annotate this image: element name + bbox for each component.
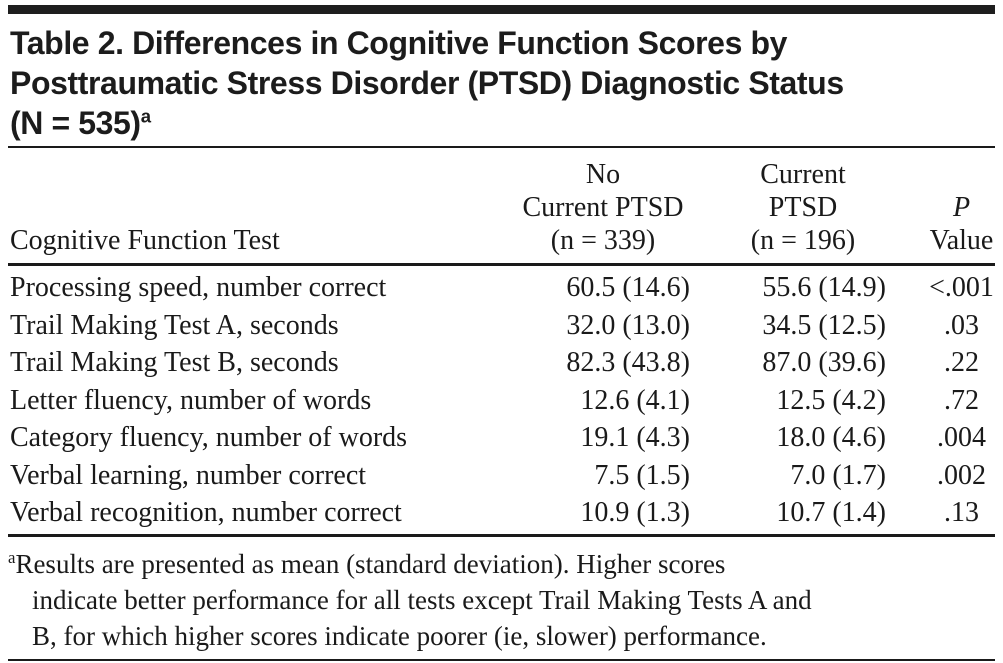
no-current-ptsd-value: 10.9 (1.3) <box>580 497 690 528</box>
title-line-2: Posttraumatic Stress Disorder (PTSD) Diagnostic Status <box>10 65 844 101</box>
table-row <box>8 344 995 382</box>
title-sample-size: (N = 535) <box>10 105 141 141</box>
table-row <box>8 494 995 535</box>
column-header-test: Cognitive Function Test <box>8 148 498 265</box>
test-name: Category fluency, number of words <box>10 422 408 453</box>
column-header-p-value: P Value <box>898 148 995 265</box>
footnote-line-3: B, for which higher scores indicate poorer (ie, slower) performance. <box>32 620 767 651</box>
table-row <box>8 265 995 307</box>
test-name: Verbal learning, number correct <box>10 459 367 491</box>
column-header-no-current-ptsd: No Current PTSD (n = 339) <box>498 148 708 265</box>
title-footnote-marker: a <box>140 105 151 127</box>
p-value: .22 <box>944 347 979 378</box>
table-row <box>8 419 995 457</box>
current-ptsd-value: 87.0 (39.6) <box>762 347 886 378</box>
current-ptsd-value: 12.5 (4.2) <box>776 384 886 416</box>
test-name: Letter fluency, number of words <box>10 384 372 416</box>
test-name: Trail Making Test B, seconds <box>10 347 339 378</box>
footnote-line-1: $^a$Results are presented as mean (standard deviation). Higher scores <box>8 547 726 579</box>
current-ptsd-value: 10.7 (1.4) <box>776 497 886 528</box>
current-ptsd-value: 55.6 (14.9) <box>762 272 886 303</box>
table-row <box>8 382 995 420</box>
table-title <box>10 23 995 143</box>
footnote-marker: a <box>8 547 16 567</box>
table-top-bar <box>8 5 995 14</box>
no-current-ptsd-value: 32.0 (13.0) <box>566 309 690 341</box>
test-name: Verbal recognition, number correct <box>10 497 402 528</box>
title-line-1: Table 2. Differences in Cognitive Function Scores by <box>10 25 787 61</box>
no-current-ptsd-value: 12.6 (4.1) <box>580 384 690 416</box>
bottom-rule <box>8 659 995 661</box>
p-value: .13 <box>944 497 979 528</box>
table-body <box>8 265 995 536</box>
p-value: .72 <box>944 384 979 416</box>
no-current-ptsd-value: 60.5 (14.6) <box>566 272 690 303</box>
no-current-ptsd-value: 19.1 (4.3) <box>580 422 690 453</box>
p-value: .002 <box>937 459 986 491</box>
p-value: .004 <box>937 422 986 453</box>
table-row <box>8 457 995 495</box>
test-name: Trail Making Test A, seconds <box>10 309 339 341</box>
table-row <box>8 307 995 345</box>
footnote-line-2: indicate better performance for all tests except Trail Making Tests A and <box>32 584 812 615</box>
cognitive-scores-table <box>8 148 995 537</box>
current-ptsd-value: 34.5 (12.5) <box>762 309 886 341</box>
test-name: Processing speed, number correct <box>10 272 387 303</box>
table-footnote <box>8 537 995 654</box>
p-value: .03 <box>944 309 979 341</box>
column-header-current-ptsd: Current PTSD (n = 196) <box>708 148 898 265</box>
no-current-ptsd-value: 82.3 (43.8) <box>566 347 690 378</box>
table-header <box>8 148 995 265</box>
no-current-ptsd-value: 7.5 (1.5) <box>594 459 690 491</box>
current-ptsd-value: 18.0 (4.6) <box>776 422 886 453</box>
title-line-3 <box>10 103 995 143</box>
current-ptsd-value: 7.0 (1.7) <box>790 459 886 491</box>
p-value: <.001 <box>929 272 994 303</box>
